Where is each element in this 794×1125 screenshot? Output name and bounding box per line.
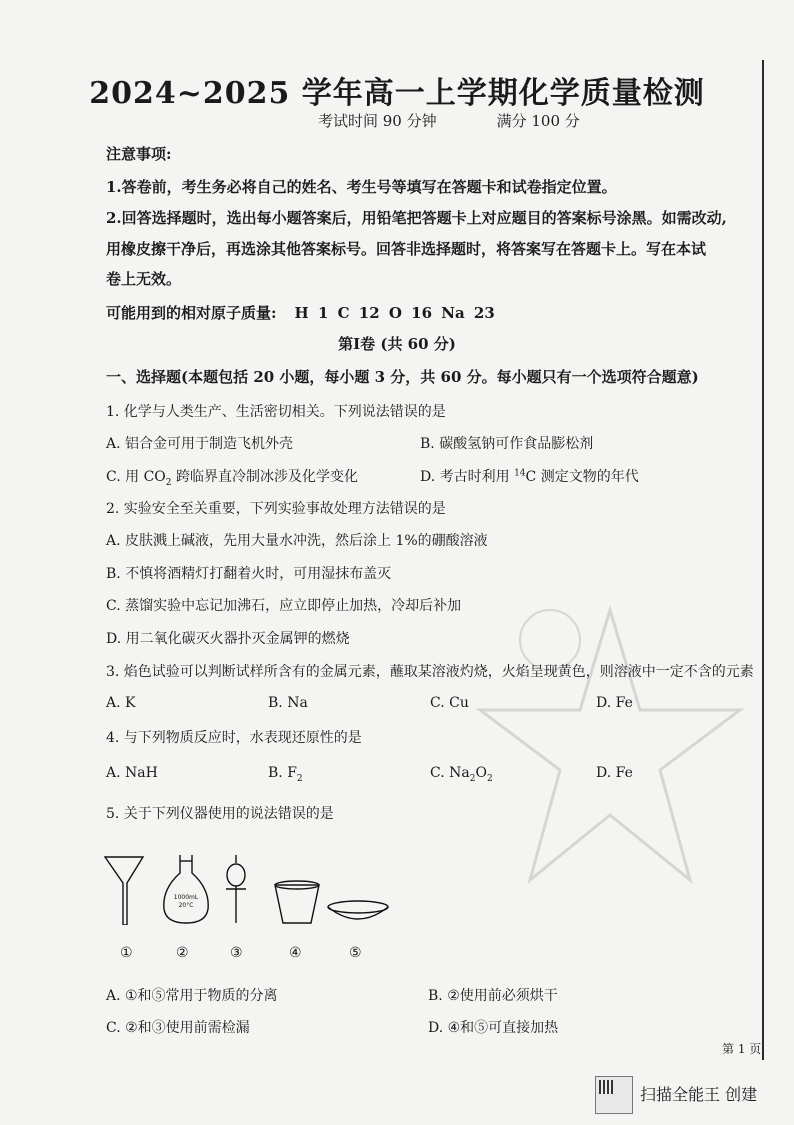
- q5-option-c: C. ②和③使用前需检漏: [106, 1020, 250, 1036]
- part-title: 第Ⅰ卷 (共 60 分): [338, 335, 456, 353]
- atomic-masses: [106, 302, 495, 323]
- q3-option-d: D. Fe: [596, 695, 633, 711]
- exam-time: 考试时间 90 分钟: [318, 112, 437, 130]
- q5-option-b: B. ②使用前必须烘干: [428, 988, 558, 1004]
- q3-option-c: C. Cu: [430, 695, 469, 711]
- apparatus-number-4: ④: [289, 945, 302, 961]
- q4-option-b: B. $F_2$: [268, 765, 303, 784]
- q4-option-c: C. $Na_2O_2$: [430, 765, 493, 784]
- q5-stem: 5. 关于下列仪器使用的说法错误的是: [106, 806, 334, 822]
- volumetric-flask-icon: [164, 855, 208, 923]
- q2-option-d: D. 用二氧化碳灭火器扑灭金属钾的燃烧: [106, 631, 350, 647]
- exam-title: 2024~2025 学年高一上学期化学质量检测: [89, 76, 705, 111]
- exam-subtitle: [318, 110, 580, 131]
- q1-option-a: A. 铝合金可用于制造飞机外壳: [106, 436, 294, 452]
- separatory-funnel-icon: [226, 855, 246, 923]
- apparatus-number-2: ②: [176, 945, 189, 961]
- note-line-3: 用橡皮擦干净后，再选涂其他答案标号。回答非选择题时，将答案写在答题卡上。写在本试: [106, 240, 707, 258]
- q2-option-c: C. 蒸馏实验中忘记加沸石，应立即停止加热，冷却后补加: [106, 598, 462, 614]
- q1-option-c: C. 用 $CO_2$ 跨临界直冷制冰涉及化学变化: [106, 469, 358, 488]
- evaporating-dish-icon: [328, 901, 388, 919]
- atomic-masses-values: H 1 C 12 O 16 Na 23: [294, 304, 495, 322]
- q3-stem: 3. 焰色试验可以判断试样所含有的金属元素，蘸取某溶液灼烧，火焰呈现黄色，则溶液中一定不含的元素: [106, 664, 754, 680]
- atomic-masses-label: 可能用到的相对原子质量:: [106, 304, 277, 322]
- q3-option-b: B. Na: [268, 695, 308, 711]
- q2-option-a: A. 皮肤溅上碱液，先用大量水冲洗，然后涂上 1%的硼酸溶液: [106, 533, 488, 549]
- apparatus-number-3: ③: [230, 945, 243, 961]
- apparatus-figure: [100, 855, 390, 925]
- q1-option-b: B. 碳酸氢钠可作食品膨松剂: [420, 436, 594, 452]
- binding-line: [762, 60, 764, 1060]
- notes-heading: 注意事项:: [106, 145, 172, 163]
- flask-volume-label: 1000mL: [173, 894, 199, 901]
- scanner-logo-icon: [595, 1076, 633, 1114]
- funnel-icon: [105, 857, 143, 925]
- scanner-watermark-text: 扫描全能王 创建: [640, 1085, 758, 1104]
- q1-stem: 1. 化学与人类生产、生活密切相关。下列说法错误的是: [106, 404, 446, 420]
- note-line-2: 2.回答选择题时，选出每小题答案后，用铅笔把答题卡上对应题目的答案标号涂黑。如需改动,: [106, 209, 727, 227]
- q5-option-a: A. ①和⑤常用于物质的分离: [106, 988, 278, 1004]
- flask-temp-label: 20°C: [178, 902, 194, 909]
- section-title: 一、选择题(本题包括 20 小题，每小题 3 分，共 60 分。每小题只有一个选项符合题意): [106, 368, 699, 386]
- page-number: 第 1 页: [722, 1042, 762, 1056]
- q4-option-a: A. NaH: [106, 765, 158, 781]
- q5-option-d: D. ④和⑤可直接加热: [428, 1020, 559, 1036]
- apparatus-number-1: ①: [120, 945, 133, 961]
- exam-score: 满分 100 分: [496, 112, 580, 130]
- note-line-1: 1.答卷前，考生务必将自己的姓名、考生号等填写在答题卡和试卷指定位置。: [106, 178, 617, 196]
- q4-stem: 4. 与下列物质反应时，水表现还原性的是: [106, 730, 362, 746]
- apparatus-number-5: ⑤: [349, 945, 362, 961]
- q3-option-a: A. K: [106, 695, 136, 711]
- note-line-4: 卷上无效。: [106, 270, 182, 288]
- q2-option-b: B. 不慎将酒精灯打翻着火时，可用湿抹布盖灭: [106, 566, 392, 582]
- crucible-icon: [275, 881, 319, 923]
- q2-stem: 2. 实验安全至关重要，下列实验事故处理方法错误的是: [106, 501, 446, 517]
- q4-option-d: D. Fe: [596, 765, 633, 781]
- q1-option-d: D. 考古时利用 $^{14}$C 测定文物的年代: [420, 468, 639, 485]
- bleed-through-watermark: [470, 600, 750, 900]
